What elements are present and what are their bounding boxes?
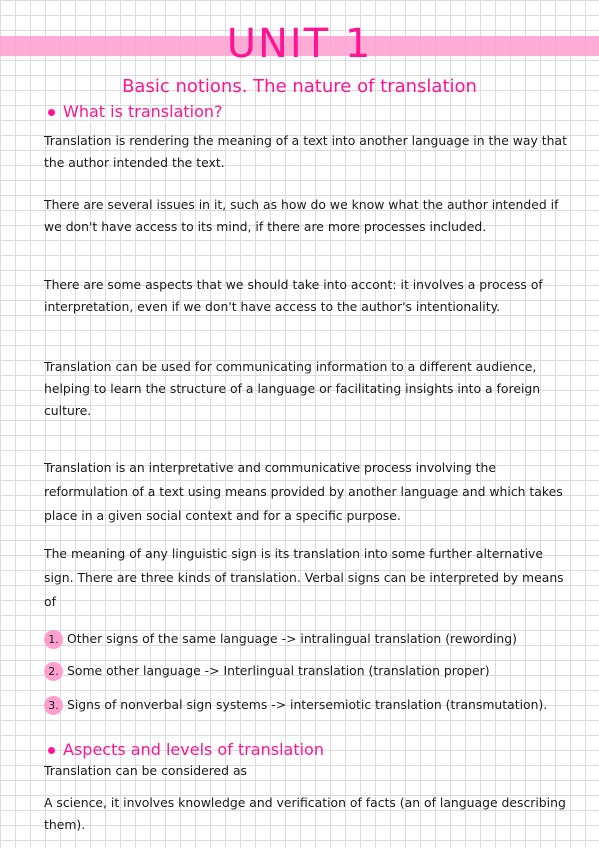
paragraph: Translation can be used for communicating information to a different audience, helping to learn the structure of a language or facilitating insights into a foreign culture. [44, 359, 541, 418]
page-subtitle: Basic notions. The nature of translation [122, 76, 477, 97]
section-heading [48, 102, 223, 122]
list-item [44, 628, 584, 650]
bullet-dot-icon [48, 747, 55, 754]
paragraph: Translation can be considered as [44, 763, 248, 778]
list-number: 1. [44, 630, 63, 649]
list-number: 2. [44, 662, 63, 681]
paragraph: There are several issues in it, such as how do we know what the author intended if we don't have access to its mind, if there are more processes included. [44, 197, 559, 234]
paragraph: Translation is rendering the meaning of a text into another language in the way that the author intended the text. [44, 133, 567, 170]
list-item-text: Signs of nonverbal sign systems -> intersemiotic translation (transmutation). [67, 697, 548, 712]
list-number: 3. [44, 696, 63, 715]
list-item-text: Some other language -> Interlingual translation (translation proper) [67, 663, 490, 678]
unit-title: UNIT 1 [226, 21, 373, 67]
paragraph: Translation is an interpretative and communicative process involving the reformulation of a text using means provided by another language and which takes place in a given social context and for a specific purpose. [44, 460, 563, 523]
paragraph: A science, it involves knowledge and verification of facts (an of language describing them). [44, 795, 566, 832]
section-heading-text: What is translation? [63, 102, 223, 121]
bullet-dot-icon [48, 109, 55, 116]
list-item [44, 694, 584, 716]
section-heading [48, 740, 324, 760]
section-heading-text: Aspects and levels of translation [63, 740, 324, 759]
list-item-text: Other signs of the same language -> intralingual translation (rewording) [67, 631, 517, 646]
paragraph: The meaning of any linguistic sign is its translation into some further alternative sign. There are three kinds of translation. Verbal signs can be interpreted by means of [44, 546, 564, 609]
list-item [44, 660, 584, 682]
paragraph: There are some aspects that we should take into accont: it involves a process of interpretation, even if we don't have access to the author's intentionality. [44, 277, 543, 314]
